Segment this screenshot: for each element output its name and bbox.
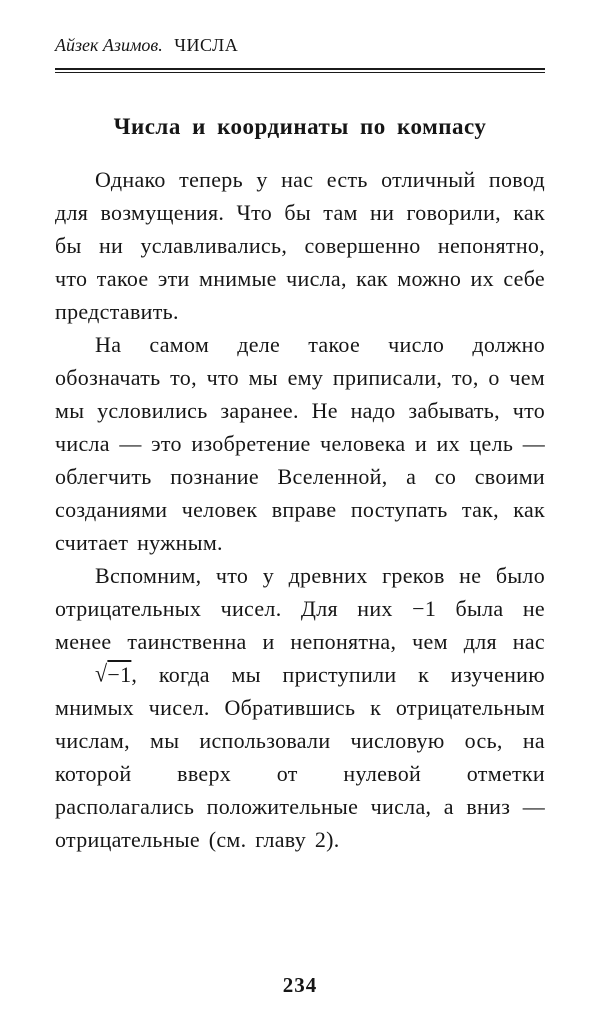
running-header — [55, 34, 545, 56]
chapter-title: Числа и координаты по компасу — [113, 114, 487, 139]
body-text — [55, 163, 545, 856]
radicand: −1 — [107, 662, 132, 687]
sqrt-minus-one-formula — [55, 659, 132, 687]
radical-sign: √ — [95, 659, 108, 687]
paragraph-3 — [55, 559, 545, 856]
header-author: Айзек Азимов. — [55, 35, 163, 55]
page-number: 234 — [282, 973, 318, 997]
paragraph-2: На самом деле такое число должно обозначать то, что мы ему приписали, то, о чем мы условились заранее. Не надо забывать, что числа — это изобретение человека и их цель — облегчить познание Вселенной, а со своими созданиями человек вправе поступать так, как считает нужным. — [55, 332, 545, 555]
paragraph-3-text-before: Вспомним, что у древних греков не было отрицательных чисел. Для них −1 была не менее таинственна и непонятна, чем для нас — [55, 563, 545, 654]
paragraph-3-text-after: , когда мы приступили к изучению мнимых чисел. Обратившись к отрицательным числам, мы использовали числовую ось, на которой вверх от нулевой отметки располагались положительные числа, а вниз — отрицательные (см. главу 2). — [55, 662, 545, 852]
paragraph-1: Однако теперь у нас есть отличный повод для возмущения. Что бы там ни говорили, как бы ни уславливались, совершенно непонятно, что такое эти мнимые числа, как можно их себе представить. — [55, 167, 545, 324]
header-double-rule — [55, 68, 545, 73]
header-book-title: ЧИСЛА — [174, 35, 239, 55]
